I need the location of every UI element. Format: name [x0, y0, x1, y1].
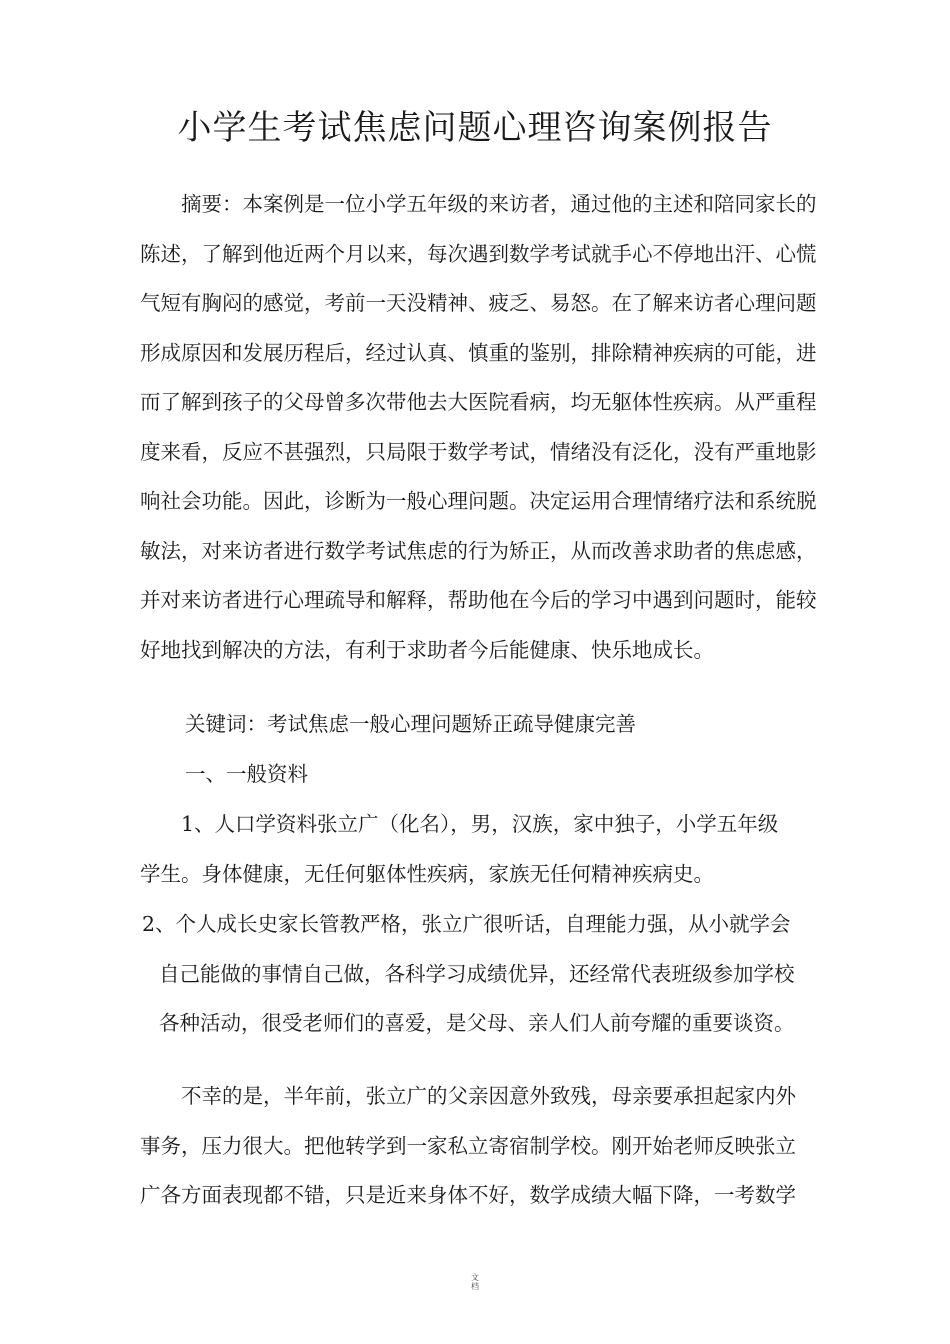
- abstract-line: 并对来访者进行心理疏导和解释，帮助他在今后的学习中遇到问题时，能较: [140, 588, 817, 612]
- abstract-line: 气短有胸闷的感觉，考前一天没精神、疲乏、易怒。在了解来访者心理问题: [140, 291, 817, 315]
- abstract-line: 而了解到孩子的父母曾多次带他去大医院看病，均无躯体性疾病。从严重程: [140, 390, 817, 414]
- personal-history-paragraph: [142, 900, 795, 1049]
- paragraph-line: 各种活动，很受老师们的喜爱，是父母、亲人们人前夸耀的重要谈资。: [159, 1011, 795, 1035]
- abstract-line: 陈述，了解到他近两个月以来，每次遇到数学考试就手心不停地出汗、心慌: [140, 241, 817, 266]
- abstract-line: 形成原因和发展历程后，经过认真、慎重的鉴别，排除精神疾病的可能，进: [140, 340, 817, 365]
- paragraph-line: 不幸的是，半年前，张立广的父亲因意外致残，母亲要承担起家内外: [140, 1084, 796, 1108]
- page-footer: [0, 1273, 950, 1291]
- abstract-line: 摘要：本案例是一位小学五年级的来访者，通过他的主述和陪同家长的: [140, 192, 817, 216]
- abstract-line: 度来看，反应不甚强烈，只局限于数学考试，情绪没有泛化，没有严重地影: [140, 439, 817, 464]
- section-heading-general-info: 一、一般资料: [185, 762, 308, 786]
- abstract-paragraph: [140, 180, 817, 675]
- paragraph-line: 事务，压力很大。把他转学到一家私立寄宿制学校。刚开始老师反映张立: [140, 1133, 796, 1158]
- abstract-line: 敏法，对来访者进行数学考试焦虑的行为矫正，从而改善求助者的焦虑感，: [140, 538, 817, 563]
- footer-char: 档: [471, 1282, 479, 1291]
- footer-char: 文: [471, 1273, 479, 1282]
- paragraph-line: 学生。身体健康，无任何躯体性疾病，家族无任何精神疾病史。: [140, 861, 714, 886]
- paragraph-line: 广各方面表现都不错，只是近来身体不好，数学成绩大幅下降，一考数学: [140, 1183, 796, 1207]
- abstract-line: 响社会功能。因此，诊断为一般心理问题。决定运用合理情绪疗法和系统脱: [140, 489, 817, 513]
- paragraph-line: 自己能做的事情自己做，各科学习成绩优异，还经常代表班级参加学校: [159, 961, 795, 986]
- paragraph-line: 1、人口学资料张立广（化名），男，汉族，家中独子，小学五年级: [140, 812, 779, 836]
- keywords-line: 关键词：考试焦虑一般心理问题矫正疏导健康完善: [185, 712, 636, 736]
- background-paragraph: [140, 1072, 796, 1221]
- abstract-line: 好地找到解决的方法，有利于求助者今后能健康、快乐地成长。: [140, 637, 714, 662]
- demographic-info-paragraph: [140, 800, 778, 899]
- document-title: 小学生考试焦虑问题心理咨询案例报告: [177, 108, 773, 148]
- paragraph-line: 2、个人成长史家长管教严格，张立广很听话，自理能力强，从小就学会: [142, 912, 791, 936]
